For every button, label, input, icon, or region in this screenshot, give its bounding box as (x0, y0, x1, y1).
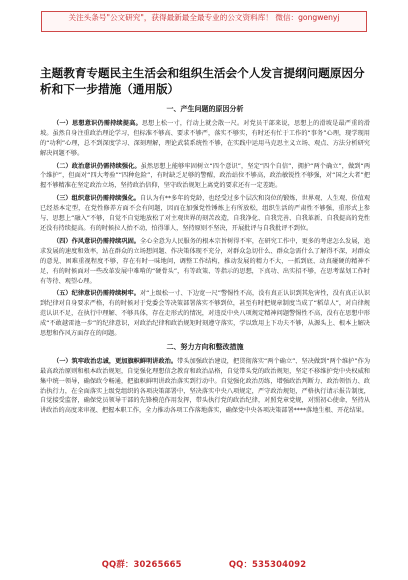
paragraph: （五）纪律意识仍需持续树牢。对“上级松一寸、下边宽一尺”警惕性不高，没有真正认识到其危害性，没有真正认识到纪律对自身要求严格，有的时候对于党委会等决策部署落实不够到位，甚至有时把规章制度当成了“稻草人”，对自律规范认识不足，在执行中理解、不够具体，存在走形式的情况，对违反中央八项规定精神问题警惕性不高，没有在思想中形成“不敢越雷池一步”的纪律意识，对政治纪律和政治规矩时刻遵守落实，学以致用上下功夫不够，从源头上、根本上解决思想和作风方面存在的问题。 (40, 290, 371, 338)
section-causes (40, 105, 370, 339)
paragraph: （一）筑牢政治忠诚，更加旗帜鲜明讲政治。带头加强政治建设，把贯彻落实“两个确立”、坚决做到“两个维护”作为最高政治原则和根本政治规矩，自觉强化理想信念教育和政治品格，自觉带头党的政治规矩，坚定不移维护党中央权威和集中统一领导，确保政令畅通，把旗帜鲜明讲政治落实到行动中。自觉强化政治历练，增强政治判断力、政治领悟力、政治执行力，在全面落实上级党组织的各项决策部署中，坚决落实中央八项规定，严守政治规矩，严格执行请示报告制度，自觉接受监督，确保党员领导干部的先锋模范作用发挥，带头执行党的政治纪律，对照党章党规，对照初心使命，坚持从讲政治的高度来审视、把握本职工作，全力推动各项工作落地落实，确保党中央各项决策部署****落地生根、开花结果。 (40, 357, 371, 415)
paragraph: （二）政治意识仍需持续强化。虽然思想上能够牢固树立“四个意识”，坚定“四个自信”，拥护“两个确立”，做到“两个维护”，但面对“四大考验”“四种危险”，有时缺乏足够的警醒，政治站位不够高，政治敏锐性不够强，对“国之大者”把握不够精准在坚定政治立场，坚持政治信仰，坚守政治规矩上离党的要求还有一定差距。 (40, 162, 371, 190)
promo-banner-text: 关注头条号"公文研究"，获得最新最全最专业的公文资料库！ 微信：gongwenyj (68, 13, 340, 22)
section-heading: 二、努力方向和整改措施 (166, 342, 244, 351)
qq-number: QQ：535304092 (228, 559, 307, 569)
section-heading: 一、产生问题的原因分析 (166, 105, 244, 113)
section-measures (40, 343, 370, 416)
paragraph: （一）思想意识仍需持续提高。思想上松一寸，行动上就会散一尺。对党员干部来说，思想上的滑坡是最严重的滑坡。虽然自身注重政治理论学习，但标准不够高、要求不够严，落实不够实，有时还有忙于工作的“事务”心理，现学现用的“功利”心理，总不到深度学习、深刻理解，理论武装系统性不够，在实践中运用马克思主义立场、观点、方法分析研究解决问题不够。 (40, 119, 371, 157)
document-body (40, 62, 370, 419)
promo-banner (41, 11, 367, 32)
document-title: 主题教育专题民主生活会和组织生活会个人发言提纲问题原因分析和下一步措施（通用版） (40, 66, 365, 96)
qq-group: QQ群：30265665 (101, 559, 182, 569)
contact-footer (0, 558, 408, 570)
paragraph: （四）作风意识仍需持续巩固。全心全意为人民服务的根本宗旨树得不牢，在研究工作中，更多的考虑怎么发展，追求发展的速度和效率，站在群众的立场想问题、作决策体现不充分，对群众急切什么、群众急需什么了解得不深，对群众的意见、困难重视程度不够，存在有时一味地问，调整工作结构，推动发展的精力不大，一抓到底、动真碰硬的精神不足，有的时候面对一些改革发展中难啃的“硬骨头”，有等政策、等指示的思想，下真功、出实招不够，在思考谋划工作时有等待、观望心理。 (40, 237, 371, 285)
paragraph: （三）组织意识仍需持续强化。自认为有**多年的党龄，也经受过多个层次和岗位的锻炼，世界观、人生观、价值观已经基本定型，在党性修养方面不会有问题，因而在加强党性锤炼上有所放松，组织生活的严肃性不够强，重形式上参与、思想上“融入”不够，自觉不自觉地放松了对主观世界的刻苦改造，自我净化、自我完善、自我革新、自我提高的党性还没有持续提高。有的时候拉人抬不动，怕得罪人，坚持原则不坚决，开展批评与自我批评不到位。 (40, 195, 371, 232)
